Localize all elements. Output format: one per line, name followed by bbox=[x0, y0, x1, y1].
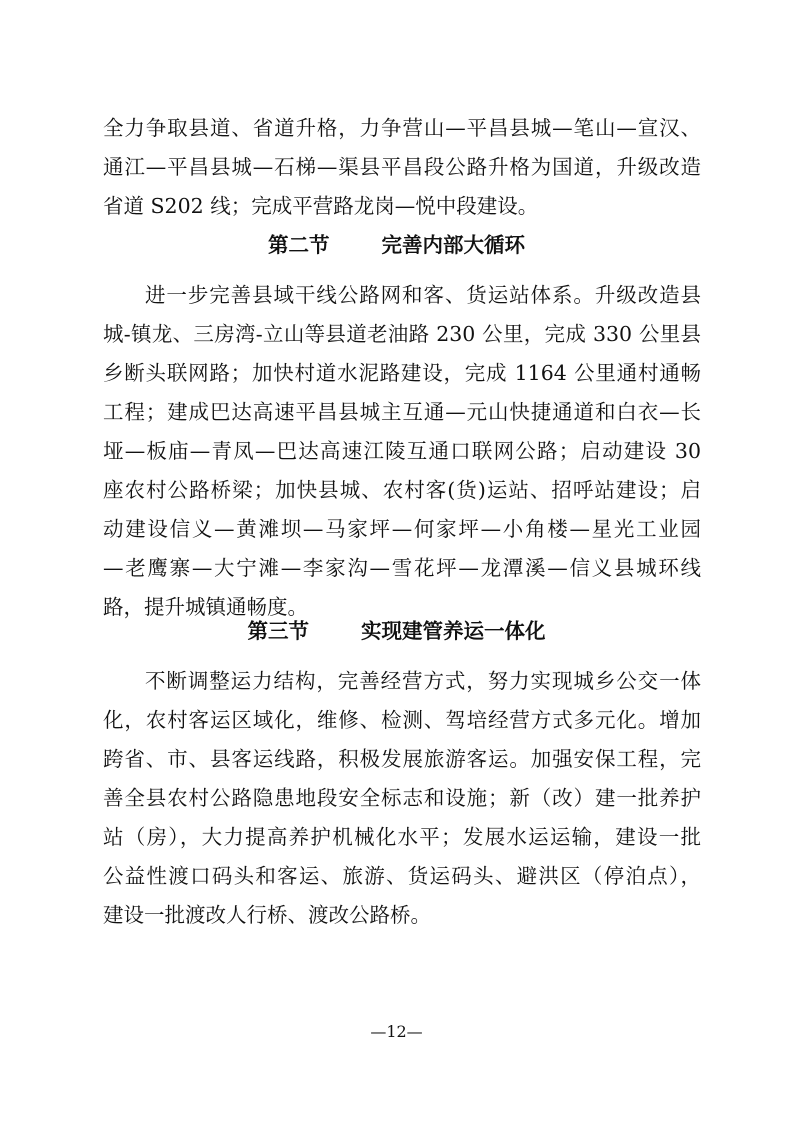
paragraph-line: 全力争取县道、省道升格，力争营山—平昌县城—笔山—宣汉、 bbox=[103, 116, 701, 140]
paragraph-line: 省道 S202 线；完成平营路龙岗—悦中段建设。 bbox=[103, 194, 539, 218]
paragraph-line: 化，农村客运区域化，维修、检测、驾培经营方式多元化。增加 bbox=[103, 708, 701, 732]
page-number: —12— bbox=[370, 1022, 423, 1041]
section-title: 实现建管养运一体化 bbox=[361, 619, 546, 643]
section-title: 完善内部大循环 bbox=[381, 233, 525, 257]
paragraph-line: 垭—板庙—青凤—巴达高速江陵互通口联网公路；启动建设 30 bbox=[103, 439, 701, 463]
paragraph-line: 建设一批渡改人行桥、渡改公路桥。 bbox=[103, 903, 431, 927]
paragraph-line: 通江—平昌县城—石梯—渠县平昌段公路升格为国道，升级改造 bbox=[103, 155, 701, 179]
paragraph-line: 站（房），大力提高养护机械化水平；发展水运运输，建设一批 bbox=[103, 825, 701, 849]
section-heading bbox=[0, 618, 793, 644]
paragraph-line: 不断调整运力结构，完善经营方式，努力实现城乡公交一体 bbox=[145, 669, 701, 693]
paragraph-line: 善全县农村公路隐患地段安全标志和设施；新（改）建一批养护 bbox=[103, 786, 701, 810]
paragraph-line: 路，提升城镇通畅度。 bbox=[103, 595, 308, 619]
paragraph-line: 跨省、市、县客运线路，积极发展旅游客运。加强安保工程，完 bbox=[103, 747, 701, 771]
paragraph-line: 城-镇龙、三房湾-立山等县道老油路 230 公里，完成 330 公里县 bbox=[103, 322, 701, 346]
section-number: 第二节 bbox=[268, 233, 330, 257]
paragraph-line: 公益性渡口码头和客运、旅游、货运码头、避洪区（停泊点）， bbox=[103, 864, 701, 888]
section-heading bbox=[0, 232, 793, 258]
paragraph-line: 座农村公路桥梁；加快县城、农村客(货)运站、招呼站建设；启 bbox=[103, 478, 701, 502]
paragraph-line: —老鹰寨—大宁滩—李家沟—雪花坪—龙潭溪—信义县城环线 bbox=[103, 556, 701, 580]
paragraph-line: 动建设信义—黄滩坝—马家坪—何家坪—小角楼—星光工业园 bbox=[103, 517, 701, 541]
paragraph-line: 工程；建成巴达高速平昌县城主互通—元山快捷通道和白衣—长 bbox=[103, 400, 701, 424]
section-number: 第三节 bbox=[247, 619, 309, 643]
paragraph-line: 乡断头联网路；加快村道水泥路建设，完成 1164 公里通村通畅 bbox=[103, 361, 701, 385]
paragraph-line: 进一步完善县域干线公路网和客、货运站体系。升级改造县 bbox=[145, 283, 701, 307]
